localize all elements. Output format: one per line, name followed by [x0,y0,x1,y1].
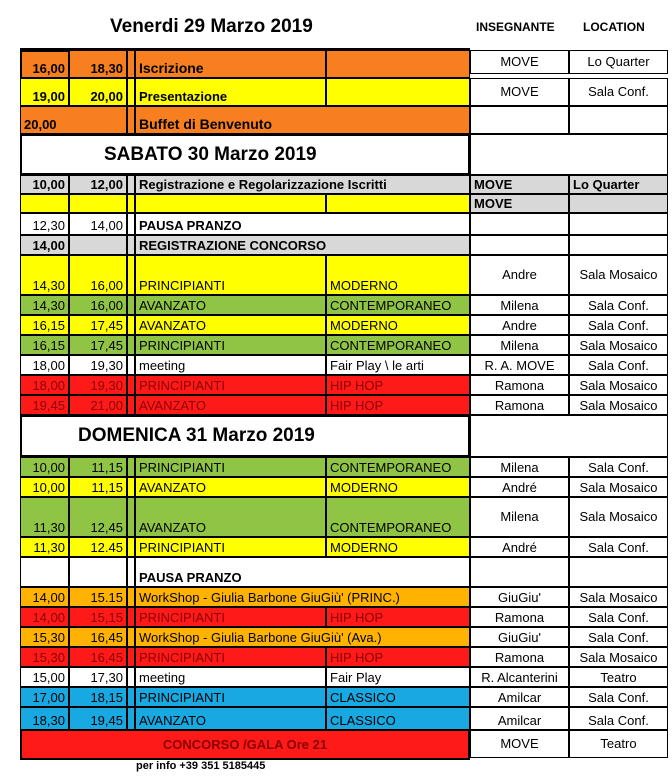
schedule-style: CLASSICO [326,707,470,730]
schedule-teacher: MOVE [470,50,569,74]
schedule-location: Lo Quarter [569,50,668,74]
gala-banner [20,730,470,760]
schedule-start: 17,00 [20,687,69,707]
schedule-start: 10,00 [20,175,69,194]
schedule-divider [127,335,135,355]
schedule-divider [127,235,135,255]
schedule-divider [127,537,135,557]
schedule-location: Sala Mosaico [569,375,668,395]
schedule-teacher: MOVE [470,194,569,213]
schedule-style: CONTEMPORANEO [326,457,470,477]
schedule-end: 16,00 [69,295,127,315]
schedule-divider [127,50,135,78]
schedule-divider [127,78,135,106]
schedule-end: 18,15 [69,687,127,707]
schedule-activity: PRINCIPIANTI [135,457,326,477]
schedule-style [326,194,470,213]
schedule-style: MODERNO [326,537,470,557]
schedule-style: CONTEMPORANEO [326,497,470,537]
schedule-end: 15.15 [69,587,127,607]
schedule-end [69,106,127,134]
schedule-style: HIP HOP [326,395,470,415]
schedule-location: Sala Conf. [569,627,668,647]
schedule-end: 19,45 [69,707,127,730]
schedule-start: 19,45 [20,395,69,415]
schedule-end: 12.45 [69,537,127,557]
schedule-end: 16,00 [69,255,127,295]
schedule-location: Sala Conf. [569,295,668,315]
schedule-end: 17,45 [69,335,127,355]
schedule-divider [127,194,135,213]
schedule-end [69,194,127,213]
schedule-teacher: GiuGiu' [470,587,569,607]
schedule-divider [127,375,135,395]
footer-info: per info +39 351 5185445 [136,760,266,772]
schedule-start: 11,30 [20,537,69,557]
schedule-end: 18,30 [69,50,127,78]
schedule-activity: meeting [135,667,326,687]
schedule-start: 15,30 [20,627,69,647]
schedule-divider [127,477,135,497]
schedule-divider [127,175,135,194]
schedule-style: HIP HOP [326,647,470,667]
schedule-location: Sala Mosaico [569,395,668,415]
schedule-location: Sala Conf. [569,457,668,477]
schedule-location: Sala Mosaico [569,477,668,497]
schedule-divider [127,295,135,315]
schedule-start: 14,00 [20,607,69,627]
schedule-style: CONTEMPORANEO [326,295,470,315]
schedule-activity: AVANZATO [135,497,326,537]
schedule-divider [127,497,135,537]
schedule-location: Sala Conf. [569,537,668,557]
schedule-location: Sala Conf. [569,355,668,375]
schedule-start: 15,30 [20,647,69,667]
schedule-start: 16,00 [20,50,69,78]
schedule-activity: Buffet di Benvenuto [135,106,326,134]
schedule-end: 21,00 [69,395,127,415]
schedule-teacher: Ramona [470,647,569,667]
schedule-style: HIP HOP [326,607,470,627]
schedule-start: 20,00 [20,106,69,134]
section-title-sunday [20,415,470,457]
schedule-start: 14,30 [20,295,69,315]
schedule-teacher: Ramona [470,395,569,415]
schedule-location: Sala Conf. [569,687,668,707]
schedule-end: 17,30 [69,667,127,687]
gala-label: CONCORSO /GALA Ore 21 [162,736,328,752]
schedule-end: 11,15 [69,477,127,497]
schedule-style: MODERNO [326,477,470,497]
schedule-location [569,213,668,235]
schedule-teacher: André [470,537,569,557]
schedule-end [69,557,127,587]
schedule-start: 15,00 [20,667,69,687]
schedule-location: Teatro [569,667,668,687]
schedule-start: 14,00 [20,587,69,607]
schedule-style: MODERNO [326,255,470,295]
schedule-end: 16,45 [69,647,127,667]
schedule-location: Sala Mosaico [569,255,668,295]
schedule-start: 14,30 [20,255,69,295]
schedule-end [69,235,127,255]
schedule-start: 18,30 [20,707,69,730]
schedule-location: Sala Mosaico [569,587,668,607]
schedule-style [326,50,470,78]
page-title: Venerdi 29 Marzo 2019 [110,16,313,37]
schedule-activity: AVANZATO [135,295,326,315]
schedule-location: Sala Mosaico [569,497,668,537]
schedule-activity [135,194,326,213]
schedule-start: 16,15 [20,335,69,355]
schedule-end: 11,15 [69,457,127,477]
schedule-teacher [470,106,569,134]
schedule-activity: PRINCIPIANTI [135,375,326,395]
schedule-activity: meeting [135,355,326,375]
schedule-divider [127,667,135,687]
schedule-activity: PAUSA PRANZO [135,557,470,587]
schedule-teacher: Ramona [470,607,569,627]
schedule-divider [127,627,135,647]
sunday-title: DOMENICA 31 Marzo 2019 [78,425,315,446]
schedule-start: 11,30 [20,497,69,537]
schedule-teacher [470,235,569,255]
gala-teacher: MOVE [470,730,569,758]
schedule-style [326,78,470,106]
section-title-saturday [20,134,470,175]
schedule-divider [127,457,135,477]
schedule-style: CLASSICO [326,687,470,707]
schedule-activity: AVANZATO [135,477,326,497]
schedule-activity: Iscrizione [135,50,326,78]
schedule-end: 14,00 [69,213,127,235]
schedule-end: 12,45 [69,497,127,537]
schedule-teacher: MOVE [470,78,569,106]
schedule-location [569,194,668,213]
schedule-end: 17,45 [69,315,127,335]
schedule-location [569,106,668,134]
schedule-start: 19,00 [20,78,69,106]
schedule-activity: AVANZATO [135,395,326,415]
schedule-teacher: Ramona [470,375,569,395]
schedule-teacher: R. A. MOVE [470,355,569,375]
saturday-title: SABATO 30 Marzo 2019 [104,143,317,165]
schedule-location: Sala Conf. [569,607,668,627]
schedule-start: 14,00 [20,235,69,255]
schedule-teacher [470,557,569,587]
schedule-style: Fair Play \ le arti [326,355,470,375]
schedule-style [326,106,470,134]
schedule-teacher: Milena [470,295,569,315]
section-right-cell [470,415,668,457]
schedule-divider [127,213,135,235]
schedule-divider [127,687,135,707]
schedule-start [20,194,69,213]
schedule-divider [127,395,135,415]
schedule-activity: AVANZATO [135,707,326,730]
schedule-divider [127,255,135,295]
schedule-divider [127,106,135,134]
schedule-teacher: MOVE [470,175,569,194]
schedule-activity: Registrazione e Regolarizzazione Iscritti [135,175,470,194]
schedule-style: MODERNO [326,315,470,335]
schedule-activity: PAUSA PRANZO [135,213,470,235]
schedule-teacher: GiuGiu' [470,627,569,647]
schedule-style: HIP HOP [326,375,470,395]
schedule-teacher: Milena [470,497,569,537]
schedule-location: Sala Conf. [569,315,668,335]
schedule-activity: PRINCIPIANTI [135,335,326,355]
schedule-teacher: Andre [470,315,569,335]
schedule-activity: PRINCIPIANTI [135,255,326,295]
schedule-location: Sala Mosaico [569,335,668,355]
schedule-teacher: R. Alcanterini [470,667,569,687]
schedule-teacher: Amilcar [470,707,569,730]
schedule-divider [127,707,135,730]
schedule-activity: AVANZATO [135,315,326,335]
schedule-teacher: Milena [470,457,569,477]
schedule-end: 15,15 [69,607,127,627]
schedule-end: 19,30 [69,355,127,375]
column-header-teacher: INSEGNANTE [476,20,555,34]
section-right-cell [470,134,668,175]
schedule-teacher: Amilcar [470,687,569,707]
schedule-activity: PRINCIPIANTI [135,607,326,627]
schedule-divider [127,355,135,375]
schedule-activity: Presentazione [135,78,326,106]
gala-location: Teatro [569,730,668,758]
schedule-style: Fair Play [326,667,470,687]
schedule-activity: WorkShop - Giulia Barbone GiuGiù' (PRINC.) [135,587,470,607]
schedule-location: Sala Mosaico [569,647,668,667]
schedule-divider [127,587,135,607]
schedule-teacher: Milena [470,335,569,355]
schedule-style: CONTEMPORANEO [326,335,470,355]
schedule-start: 10,00 [20,477,69,497]
schedule-start: 16,15 [20,315,69,335]
schedule-activity: PRINCIPIANTI [135,687,326,707]
schedule-end: 19,30 [69,375,127,395]
schedule-location [569,557,668,587]
schedule-end: 16,45 [69,627,127,647]
column-header-location: LOCATION [583,20,645,34]
schedule-divider [127,607,135,627]
schedule-end: 12,00 [69,175,127,194]
schedule-end: 20,00 [69,78,127,106]
schedule-teacher: André [470,477,569,497]
schedule-location: Sala Conf. [569,707,668,730]
schedule-divider [127,315,135,335]
schedule-divider [127,557,135,587]
schedule-activity: REGISTRAZIONE CONCORSO [135,235,470,255]
schedule-teacher [470,213,569,235]
schedule-start: 10,00 [20,457,69,477]
schedule-activity: PRINCIPIANTI [135,647,326,667]
schedule-activity: WorkShop - Giulia Barbone GiuGiù' (Ava.) [135,627,470,647]
schedule-location: Sala Conf. [569,78,668,106]
schedule-location: Lo Quarter [569,175,668,194]
schedule-start: 18,00 [20,355,69,375]
schedule-divider [127,647,135,667]
schedule-location [569,235,668,255]
schedule-start [20,557,69,587]
schedule-teacher: Andre [470,255,569,295]
schedule-activity: PRINCIPIANTI [135,537,326,557]
schedule-start: 12,30 [20,213,69,235]
schedule-start: 18,00 [20,375,69,395]
